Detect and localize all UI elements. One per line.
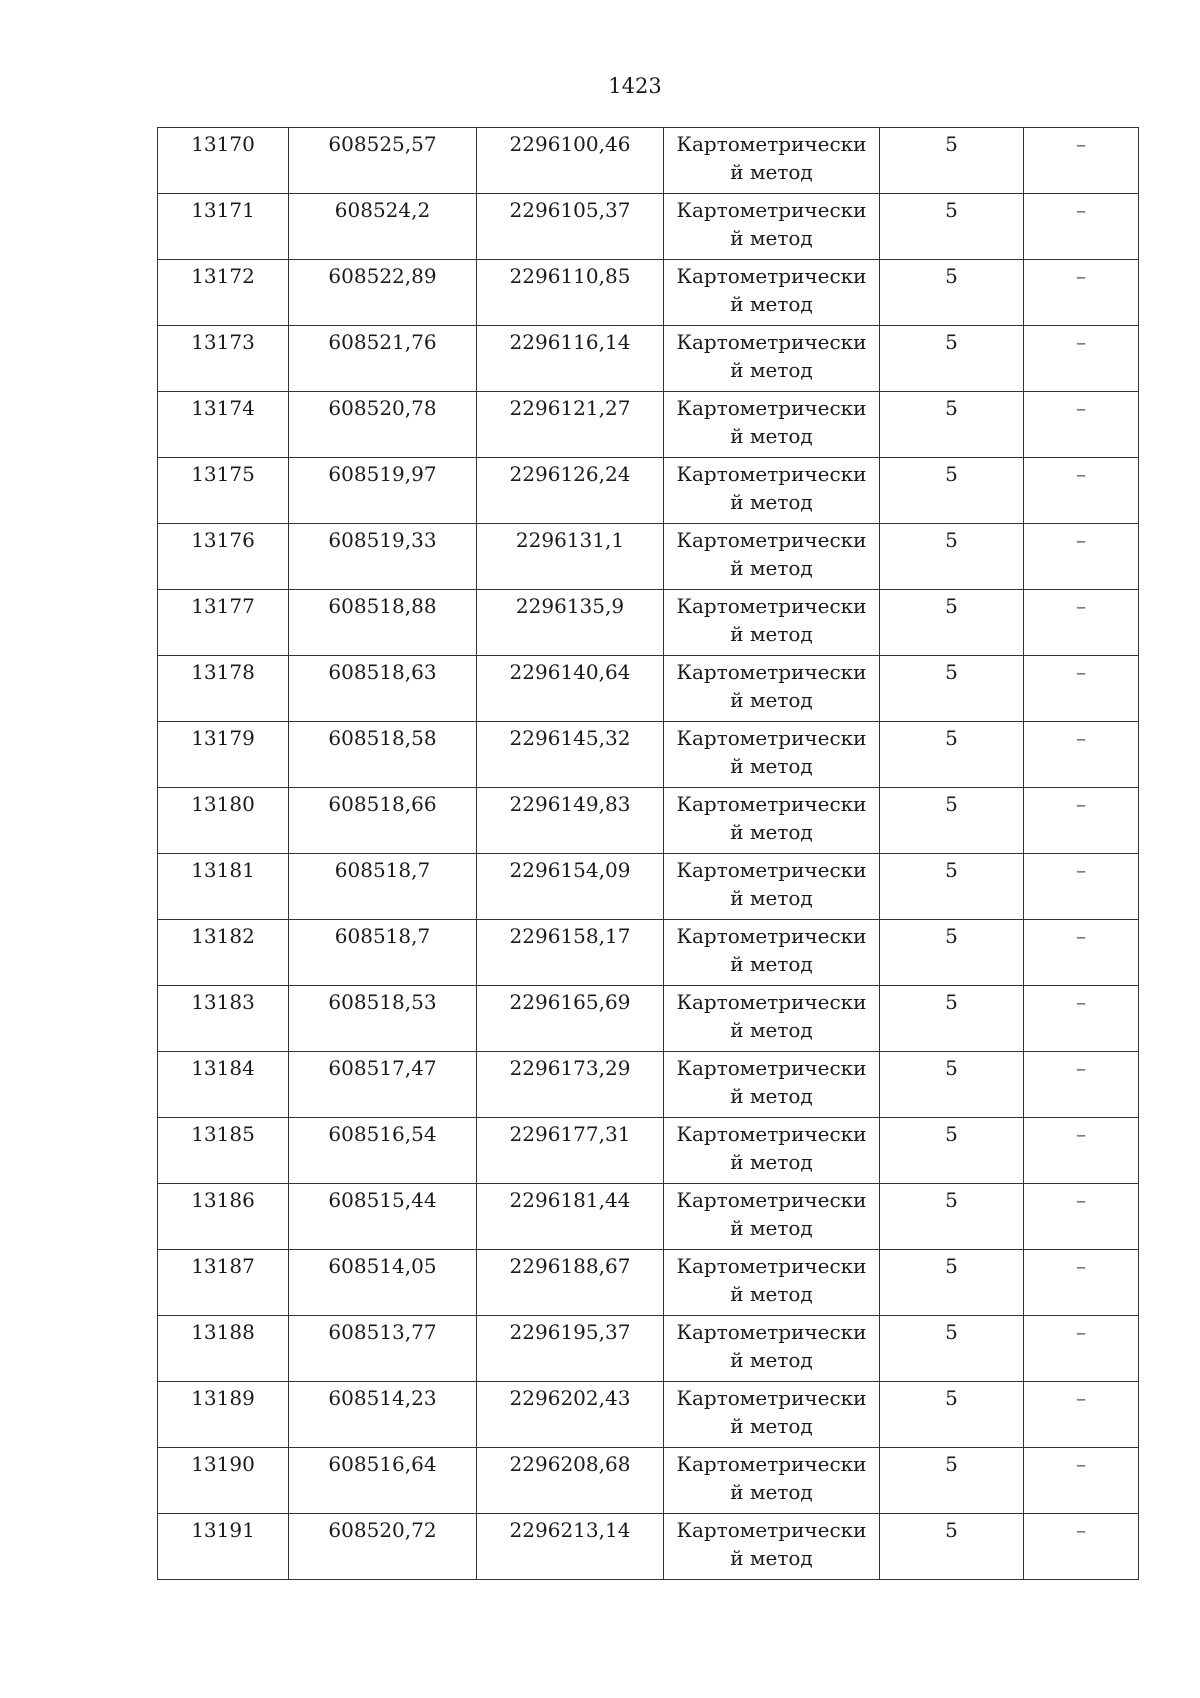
x-coordinate-cell: 608518,88 <box>289 590 477 656</box>
x-coordinate-cell: 608518,58 <box>289 722 477 788</box>
note-cell: – <box>1024 656 1139 722</box>
y-coordinate-cell: 2296177,31 <box>477 1118 664 1184</box>
method-line-1: Картометрически <box>676 1122 867 1146</box>
method-line-2: й метод <box>730 952 813 976</box>
point-id-cell: 13187 <box>158 1250 289 1316</box>
precision-cell: 5 <box>880 128 1024 194</box>
table-row <box>158 260 1139 326</box>
y-coordinate-cell: 2296208,68 <box>477 1448 664 1514</box>
x-coordinate-cell: 608519,97 <box>289 458 477 524</box>
method-line-2: й метод <box>730 1546 813 1570</box>
point-id-cell: 13183 <box>158 986 289 1052</box>
precision-cell: 5 <box>880 1316 1024 1382</box>
table-row <box>158 1250 1139 1316</box>
method-line-1: Картометрически <box>676 1254 867 1278</box>
method-line-2: й метод <box>730 1084 813 1108</box>
method-cell <box>664 722 880 788</box>
note-cell: – <box>1024 524 1139 590</box>
method-line-2: й метод <box>730 1348 813 1372</box>
precision-cell: 5 <box>880 1250 1024 1316</box>
precision-cell: 5 <box>880 458 1024 524</box>
method-cell <box>664 128 880 194</box>
table-row <box>158 1448 1139 1514</box>
x-coordinate-cell: 608518,7 <box>289 854 477 920</box>
note-cell: – <box>1024 788 1139 854</box>
method-line-1: Картометрически <box>676 396 867 420</box>
x-coordinate-cell: 608518,63 <box>289 656 477 722</box>
method-line-2: й метод <box>730 1282 813 1306</box>
method-line-1: Картометрически <box>676 1452 867 1476</box>
y-coordinate-cell: 2296116,14 <box>477 326 664 392</box>
method-line-1: Картометрически <box>676 726 867 750</box>
method-line-1: Картометрически <box>676 528 867 552</box>
point-id-cell: 13178 <box>158 656 289 722</box>
method-line-2: й метод <box>730 358 813 382</box>
x-coordinate-cell: 608520,72 <box>289 1514 477 1580</box>
method-line-1: Картометрически <box>676 990 867 1014</box>
point-id-cell: 13173 <box>158 326 289 392</box>
y-coordinate-cell: 2296100,46 <box>477 128 664 194</box>
point-id-cell: 13191 <box>158 1514 289 1580</box>
method-cell <box>664 1184 880 1250</box>
x-coordinate-cell: 608522,89 <box>289 260 477 326</box>
table-row <box>158 392 1139 458</box>
method-cell <box>664 590 880 656</box>
x-coordinate-cell: 608515,44 <box>289 1184 477 1250</box>
precision-cell: 5 <box>880 1514 1024 1580</box>
x-coordinate-cell: 608521,76 <box>289 326 477 392</box>
point-id-cell: 13176 <box>158 524 289 590</box>
note-cell: – <box>1024 326 1139 392</box>
method-cell <box>664 260 880 326</box>
method-cell <box>664 854 880 920</box>
point-id-cell: 13172 <box>158 260 289 326</box>
method-line-2: й метод <box>730 688 813 712</box>
method-line-2: й метод <box>730 1150 813 1174</box>
method-line-1: Картометрически <box>676 1320 867 1344</box>
precision-cell: 5 <box>880 590 1024 656</box>
method-cell <box>664 1514 880 1580</box>
note-cell: – <box>1024 1118 1139 1184</box>
y-coordinate-cell: 2296149,83 <box>477 788 664 854</box>
note-cell: – <box>1024 260 1139 326</box>
point-id-cell: 13184 <box>158 1052 289 1118</box>
note-cell: – <box>1024 1448 1139 1514</box>
table-row <box>158 590 1139 656</box>
table-row <box>158 1118 1139 1184</box>
x-coordinate-cell: 608514,05 <box>289 1250 477 1316</box>
method-line-2: й метод <box>730 1414 813 1438</box>
y-coordinate-cell: 2296173,29 <box>477 1052 664 1118</box>
method-line-1: Картометрически <box>676 132 867 156</box>
method-cell <box>664 788 880 854</box>
note-cell: – <box>1024 986 1139 1052</box>
table-row <box>158 788 1139 854</box>
method-cell <box>664 392 880 458</box>
method-line-1: Картометрически <box>676 660 867 684</box>
table-row <box>158 1316 1139 1382</box>
y-coordinate-cell: 2296105,37 <box>477 194 664 260</box>
table-row <box>158 326 1139 392</box>
point-id-cell: 13186 <box>158 1184 289 1250</box>
point-id-cell: 13180 <box>158 788 289 854</box>
method-line-2: й метод <box>730 886 813 910</box>
precision-cell: 5 <box>880 986 1024 1052</box>
method-line-1: Картометрически <box>676 198 867 222</box>
method-cell <box>664 194 880 260</box>
table-row <box>158 986 1139 1052</box>
method-line-1: Картометрически <box>676 1518 867 1542</box>
method-line-1: Картометрически <box>676 792 867 816</box>
precision-cell: 5 <box>880 1052 1024 1118</box>
x-coordinate-cell: 608518,66 <box>289 788 477 854</box>
method-line-2: й метод <box>730 424 813 448</box>
method-line-1: Картометрически <box>676 264 867 288</box>
method-cell <box>664 326 880 392</box>
method-line-2: й метод <box>730 622 813 646</box>
y-coordinate-cell: 2296188,67 <box>477 1250 664 1316</box>
x-coordinate-cell: 608513,77 <box>289 1316 477 1382</box>
note-cell: – <box>1024 458 1139 524</box>
method-line-1: Картометрически <box>676 462 867 486</box>
x-coordinate-cell: 608525,57 <box>289 128 477 194</box>
y-coordinate-cell: 2296213,14 <box>477 1514 664 1580</box>
y-coordinate-cell: 2296121,27 <box>477 392 664 458</box>
point-id-cell: 13181 <box>158 854 289 920</box>
precision-cell: 5 <box>880 1184 1024 1250</box>
note-cell: – <box>1024 1052 1139 1118</box>
point-id-cell: 13179 <box>158 722 289 788</box>
table-row <box>158 128 1139 194</box>
x-coordinate-cell: 608517,47 <box>289 1052 477 1118</box>
method-cell <box>664 458 880 524</box>
precision-cell: 5 <box>880 194 1024 260</box>
method-line-2: й метод <box>730 1480 813 1504</box>
table-row <box>158 656 1139 722</box>
method-line-2: й метод <box>730 1216 813 1240</box>
note-cell: – <box>1024 1382 1139 1448</box>
y-coordinate-cell: 2296131,1 <box>477 524 664 590</box>
note-cell: – <box>1024 1184 1139 1250</box>
y-coordinate-cell: 2296165,69 <box>477 986 664 1052</box>
method-line-2: й метод <box>730 490 813 514</box>
table-row <box>158 1184 1139 1250</box>
table-row <box>158 722 1139 788</box>
note-cell: – <box>1024 590 1139 656</box>
note-cell: – <box>1024 854 1139 920</box>
method-line-2: й метод <box>730 292 813 316</box>
note-cell: – <box>1024 1250 1139 1316</box>
method-cell <box>664 1118 880 1184</box>
method-line-1: Картометрически <box>676 594 867 618</box>
table-row <box>158 1052 1139 1118</box>
precision-cell: 5 <box>880 326 1024 392</box>
method-cell <box>664 1052 880 1118</box>
y-coordinate-cell: 2296154,09 <box>477 854 664 920</box>
precision-cell: 5 <box>880 392 1024 458</box>
note-cell: – <box>1024 1316 1139 1382</box>
table-row <box>158 854 1139 920</box>
y-coordinate-cell: 2296126,24 <box>477 458 664 524</box>
note-cell: – <box>1024 128 1139 194</box>
method-cell <box>664 1448 880 1514</box>
y-coordinate-cell: 2296135,9 <box>477 590 664 656</box>
method-line-1: Картометрически <box>676 1386 867 1410</box>
method-cell <box>664 1316 880 1382</box>
note-cell: – <box>1024 1514 1139 1580</box>
precision-cell: 5 <box>880 920 1024 986</box>
method-cell <box>664 986 880 1052</box>
method-line-2: й метод <box>730 820 813 844</box>
precision-cell: 5 <box>880 854 1024 920</box>
method-line-2: й метод <box>730 556 813 580</box>
x-coordinate-cell: 608516,64 <box>289 1448 477 1514</box>
precision-cell: 5 <box>880 722 1024 788</box>
method-line-1: Картометрически <box>676 330 867 354</box>
table-row <box>158 458 1139 524</box>
precision-cell: 5 <box>880 260 1024 326</box>
method-line-1: Картометрически <box>676 1188 867 1212</box>
table-row <box>158 1514 1139 1580</box>
method-cell <box>664 524 880 590</box>
y-coordinate-cell: 2296110,85 <box>477 260 664 326</box>
x-coordinate-cell: 608519,33 <box>289 524 477 590</box>
method-line-1: Картометрически <box>676 924 867 948</box>
note-cell: – <box>1024 920 1139 986</box>
method-line-2: й метод <box>730 1018 813 1042</box>
point-id-cell: 13185 <box>158 1118 289 1184</box>
x-coordinate-cell: 608516,54 <box>289 1118 477 1184</box>
x-coordinate-cell: 608520,78 <box>289 392 477 458</box>
note-cell: – <box>1024 722 1139 788</box>
y-coordinate-cell: 2296202,43 <box>477 1382 664 1448</box>
y-coordinate-cell: 2296158,17 <box>477 920 664 986</box>
x-coordinate-cell: 608514,23 <box>289 1382 477 1448</box>
y-coordinate-cell: 2296181,44 <box>477 1184 664 1250</box>
point-id-cell: 13182 <box>158 920 289 986</box>
note-cell: – <box>1024 392 1139 458</box>
method-line-1: Картометрически <box>676 858 867 882</box>
method-cell <box>664 656 880 722</box>
page-number: 1423 <box>608 74 662 98</box>
point-id-cell: 13190 <box>158 1448 289 1514</box>
method-line-1: Картометрически <box>676 1056 867 1080</box>
table-body <box>158 128 1139 1580</box>
precision-cell: 5 <box>880 656 1024 722</box>
point-id-cell: 13174 <box>158 392 289 458</box>
method-cell <box>664 920 880 986</box>
note-cell: – <box>1024 194 1139 260</box>
table-row <box>158 1382 1139 1448</box>
precision-cell: 5 <box>880 1448 1024 1514</box>
point-id-cell: 13177 <box>158 590 289 656</box>
method-cell <box>664 1382 880 1448</box>
precision-cell: 5 <box>880 524 1024 590</box>
point-id-cell: 13188 <box>158 1316 289 1382</box>
point-id-cell: 13175 <box>158 458 289 524</box>
point-id-cell: 13189 <box>158 1382 289 1448</box>
x-coordinate-cell: 608518,7 <box>289 920 477 986</box>
precision-cell: 5 <box>880 1382 1024 1448</box>
table-row <box>158 920 1139 986</box>
point-id-cell: 13170 <box>158 128 289 194</box>
method-line-2: й метод <box>730 160 813 184</box>
table-row <box>158 194 1139 260</box>
y-coordinate-cell: 2296195,37 <box>477 1316 664 1382</box>
y-coordinate-cell: 2296140,64 <box>477 656 664 722</box>
precision-cell: 5 <box>880 788 1024 854</box>
precision-cell: 5 <box>880 1118 1024 1184</box>
table-row <box>158 524 1139 590</box>
method-cell <box>664 1250 880 1316</box>
coordinates-table <box>157 127 1139 1580</box>
method-line-2: й метод <box>730 226 813 250</box>
method-line-2: й метод <box>730 754 813 778</box>
point-id-cell: 13171 <box>158 194 289 260</box>
x-coordinate-cell: 608518,53 <box>289 986 477 1052</box>
y-coordinate-cell: 2296145,32 <box>477 722 664 788</box>
x-coordinate-cell: 608524,2 <box>289 194 477 260</box>
